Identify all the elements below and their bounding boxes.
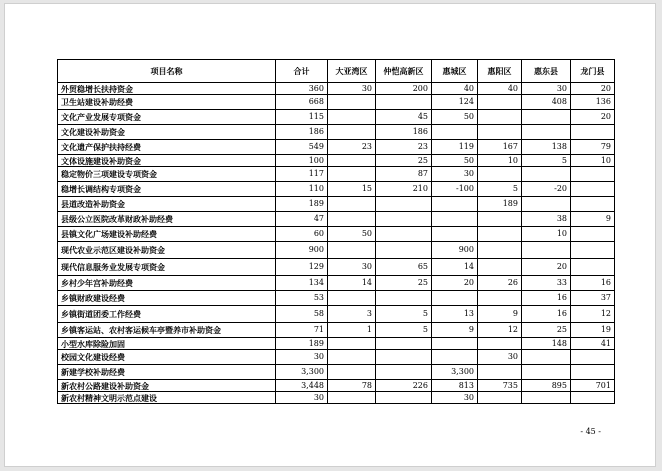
row-value-cell	[328, 167, 376, 182]
row-item-name: 乡镇财政建设经费	[58, 291, 276, 306]
table-row	[58, 291, 615, 306]
row-value-cell: 3	[328, 306, 376, 323]
row-value-cell: 58	[276, 306, 328, 323]
row-value-cell: 53	[276, 291, 328, 306]
row-value-cell: 12	[571, 306, 615, 323]
row-value-cell: 78	[328, 380, 376, 392]
row-value-cell: 65	[376, 259, 432, 276]
row-value-cell: 900	[276, 242, 328, 259]
table-row	[58, 365, 615, 380]
row-value-cell: 10	[571, 155, 615, 167]
row-value-cell	[328, 125, 376, 140]
row-value-cell: 19	[571, 323, 615, 338]
row-value-cell: 115	[276, 110, 328, 125]
row-value-cell: 189	[276, 338, 328, 350]
row-value-cell: 37	[571, 291, 615, 306]
row-value-cell	[571, 197, 615, 212]
row-value-cell	[328, 338, 376, 350]
row-value-cell: 16	[522, 291, 571, 306]
row-value-cell: 25	[522, 323, 571, 338]
row-value-cell: 210	[376, 182, 432, 197]
table-row	[58, 95, 615, 110]
table-row	[58, 197, 615, 212]
row-value-cell	[328, 110, 376, 125]
row-value-cell	[376, 242, 432, 259]
row-value-cell	[376, 350, 432, 365]
row-value-cell: 30	[276, 392, 328, 404]
row-value-cell	[432, 291, 478, 306]
row-value-cell: 40	[478, 83, 522, 95]
header-huiyang: 惠阳区	[478, 60, 522, 83]
row-value-cell	[478, 167, 522, 182]
header-huicheng: 惠城区	[432, 60, 478, 83]
header-longmen: 龙门县	[571, 60, 615, 83]
row-value-cell: 408	[522, 95, 571, 110]
row-value-cell: 136	[571, 95, 615, 110]
page-number: - 45 -	[580, 427, 601, 436]
header-huidong: 惠东县	[522, 60, 571, 83]
row-value-cell	[328, 155, 376, 167]
row-value-cell	[376, 392, 432, 404]
row-value-cell	[328, 291, 376, 306]
row-value-cell: 813	[432, 380, 478, 392]
table-row	[58, 212, 615, 227]
row-value-cell: 360	[276, 83, 328, 95]
row-value-cell	[478, 125, 522, 140]
row-value-cell	[328, 212, 376, 227]
row-value-cell	[376, 95, 432, 110]
row-item-name: 乡镇客运站、农村客运候车亭暨养市补助资金	[58, 323, 276, 338]
row-value-cell: 30	[328, 83, 376, 95]
table-row	[58, 276, 615, 291]
table-row	[58, 338, 615, 350]
row-value-cell: 189	[276, 197, 328, 212]
row-value-cell: 735	[478, 380, 522, 392]
row-value-cell	[478, 291, 522, 306]
row-value-cell	[432, 197, 478, 212]
row-value-cell	[432, 338, 478, 350]
row-item-name: 文化建设补助资金	[58, 125, 276, 140]
row-value-cell: 30	[478, 350, 522, 365]
row-value-cell: 5	[522, 155, 571, 167]
row-value-cell: 20	[522, 259, 571, 276]
row-value-cell	[571, 242, 615, 259]
row-value-cell	[522, 365, 571, 380]
row-value-cell	[376, 291, 432, 306]
row-value-cell: 26	[478, 276, 522, 291]
row-value-cell: 117	[276, 167, 328, 182]
table-row	[58, 83, 615, 95]
row-value-cell	[571, 392, 615, 404]
row-value-cell: 38	[522, 212, 571, 227]
table-row	[58, 182, 615, 197]
row-value-cell	[328, 95, 376, 110]
row-value-cell: 87	[376, 167, 432, 182]
row-value-cell: 25	[376, 276, 432, 291]
row-value-cell	[376, 227, 432, 242]
row-value-cell: 20	[571, 83, 615, 95]
row-value-cell: 167	[478, 140, 522, 155]
row-item-name: 现代农业示范区建设补助资金	[58, 242, 276, 259]
row-value-cell: 30	[432, 167, 478, 182]
table-row	[58, 155, 615, 167]
table-row	[58, 380, 615, 392]
row-item-name: 外贸稳增长扶持资金	[58, 83, 276, 95]
row-value-cell: 10	[478, 155, 522, 167]
row-value-cell: 226	[376, 380, 432, 392]
row-value-cell	[328, 242, 376, 259]
row-item-name: 稳增长调结构专项资金	[58, 182, 276, 197]
row-value-cell	[522, 167, 571, 182]
document-page	[4, 3, 656, 467]
row-value-cell: 30	[432, 392, 478, 404]
row-value-cell	[522, 125, 571, 140]
row-value-cell	[376, 365, 432, 380]
row-value-cell: 186	[276, 125, 328, 140]
row-value-cell: 200	[376, 83, 432, 95]
row-value-cell: 40	[432, 83, 478, 95]
row-value-cell: 900	[432, 242, 478, 259]
row-item-name: 现代信息服务业发展专项资金	[58, 259, 276, 276]
table-row	[58, 323, 615, 338]
row-value-cell: 14	[328, 276, 376, 291]
row-value-cell: 15	[328, 182, 376, 197]
row-value-cell	[571, 350, 615, 365]
row-value-cell: 5	[376, 323, 432, 338]
row-value-cell: 79	[571, 140, 615, 155]
row-value-cell: 47	[276, 212, 328, 227]
row-value-cell	[328, 197, 376, 212]
row-item-name: 文体设施建设补助资金	[58, 155, 276, 167]
row-value-cell: 100	[276, 155, 328, 167]
row-value-cell: 668	[276, 95, 328, 110]
row-value-cell: 701	[571, 380, 615, 392]
row-value-cell	[571, 125, 615, 140]
row-value-cell	[571, 182, 615, 197]
row-value-cell: 10	[522, 227, 571, 242]
row-item-name: 文化产业发展专项资金	[58, 110, 276, 125]
row-item-name: 乡村少年宫补助经费	[58, 276, 276, 291]
row-value-cell	[478, 227, 522, 242]
row-value-cell	[478, 242, 522, 259]
row-value-cell	[522, 110, 571, 125]
row-value-cell: 119	[432, 140, 478, 155]
row-value-cell: 124	[432, 95, 478, 110]
row-value-cell	[432, 227, 478, 242]
row-value-cell	[522, 242, 571, 259]
row-value-cell: 1	[328, 323, 376, 338]
row-item-name: 小型水库除险加固	[58, 338, 276, 350]
row-item-name: 文化遗产保护扶持经费	[58, 140, 276, 155]
table-row	[58, 392, 615, 404]
row-value-cell: 20	[432, 276, 478, 291]
row-item-name: 县镇文化广场建设补助经费	[58, 227, 276, 242]
row-item-name: 新农村精神文明示范点建设	[58, 392, 276, 404]
row-value-cell: 25	[376, 155, 432, 167]
row-value-cell: 30	[522, 83, 571, 95]
row-value-cell: 129	[276, 259, 328, 276]
row-item-name: 县道改造补助资金	[58, 197, 276, 212]
table-header-row	[58, 60, 615, 83]
row-value-cell: 45	[376, 110, 432, 125]
row-value-cell	[376, 212, 432, 227]
row-value-cell: 549	[276, 140, 328, 155]
table-body	[58, 83, 615, 404]
budget-table	[57, 59, 615, 404]
row-value-cell: -100	[432, 182, 478, 197]
row-value-cell	[432, 125, 478, 140]
row-value-cell: 9	[478, 306, 522, 323]
row-value-cell: 5	[478, 182, 522, 197]
row-value-cell	[478, 110, 522, 125]
table-row	[58, 306, 615, 323]
row-value-cell: 50	[432, 155, 478, 167]
row-item-name: 新农村公路建设补助资金	[58, 380, 276, 392]
row-value-cell: 16	[571, 276, 615, 291]
row-value-cell: 71	[276, 323, 328, 338]
row-value-cell	[571, 227, 615, 242]
row-value-cell: 110	[276, 182, 328, 197]
row-value-cell	[571, 167, 615, 182]
row-value-cell: 50	[328, 227, 376, 242]
row-value-cell: 50	[432, 110, 478, 125]
row-value-cell: 12	[478, 323, 522, 338]
row-value-cell: 33	[522, 276, 571, 291]
header-dayawan: 大亚湾区	[328, 60, 376, 83]
row-item-name: 稳定物价三项建设专项资金	[58, 167, 276, 182]
row-item-name: 乡镇街道团委工作经费	[58, 306, 276, 323]
row-value-cell: 5	[376, 306, 432, 323]
row-value-cell: 41	[571, 338, 615, 350]
row-value-cell: 23	[328, 140, 376, 155]
row-value-cell: 30	[328, 259, 376, 276]
row-value-cell: 138	[522, 140, 571, 155]
row-value-cell	[522, 350, 571, 365]
row-value-cell	[432, 212, 478, 227]
row-value-cell: 3,300	[432, 365, 478, 380]
row-value-cell	[522, 197, 571, 212]
row-value-cell: 14	[432, 259, 478, 276]
table-row	[58, 350, 615, 365]
header-item-name: 项目名称	[58, 60, 276, 83]
table-row	[58, 242, 615, 259]
row-value-cell: 13	[432, 306, 478, 323]
row-value-cell	[432, 350, 478, 365]
row-value-cell	[328, 365, 376, 380]
row-value-cell	[328, 392, 376, 404]
table-row	[58, 140, 615, 155]
row-value-cell: 9	[432, 323, 478, 338]
table-row	[58, 227, 615, 242]
table-row	[58, 167, 615, 182]
row-value-cell: 16	[522, 306, 571, 323]
row-value-cell: 23	[376, 140, 432, 155]
row-value-cell: 148	[522, 338, 571, 350]
row-value-cell	[478, 212, 522, 227]
row-value-cell: 9	[571, 212, 615, 227]
row-value-cell: 30	[276, 350, 328, 365]
row-value-cell	[376, 338, 432, 350]
row-value-cell: -20	[522, 182, 571, 197]
row-item-name: 县级公立医院改革财政补助经费	[58, 212, 276, 227]
row-value-cell	[376, 197, 432, 212]
table-row	[58, 259, 615, 276]
row-value-cell: 3,300	[276, 365, 328, 380]
row-value-cell	[478, 392, 522, 404]
row-value-cell	[571, 259, 615, 276]
row-value-cell: 189	[478, 197, 522, 212]
row-value-cell	[571, 365, 615, 380]
row-item-name: 新建学校补助经费	[58, 365, 276, 380]
row-value-cell	[478, 259, 522, 276]
row-value-cell: 60	[276, 227, 328, 242]
row-value-cell	[478, 95, 522, 110]
row-item-name: 卫生站建设补助经费	[58, 95, 276, 110]
table-row	[58, 110, 615, 125]
header-total: 合计	[276, 60, 328, 83]
row-value-cell: 895	[522, 380, 571, 392]
row-value-cell	[478, 365, 522, 380]
row-value-cell: 186	[376, 125, 432, 140]
row-value-cell: 134	[276, 276, 328, 291]
row-value-cell: 20	[571, 110, 615, 125]
header-zhongkai: 仲恺高新区	[376, 60, 432, 83]
row-value-cell	[478, 338, 522, 350]
row-value-cell	[522, 392, 571, 404]
row-item-name: 校园文化建设经费	[58, 350, 276, 365]
row-value-cell	[328, 350, 376, 365]
row-value-cell: 3,448	[276, 380, 328, 392]
table-row	[58, 125, 615, 140]
